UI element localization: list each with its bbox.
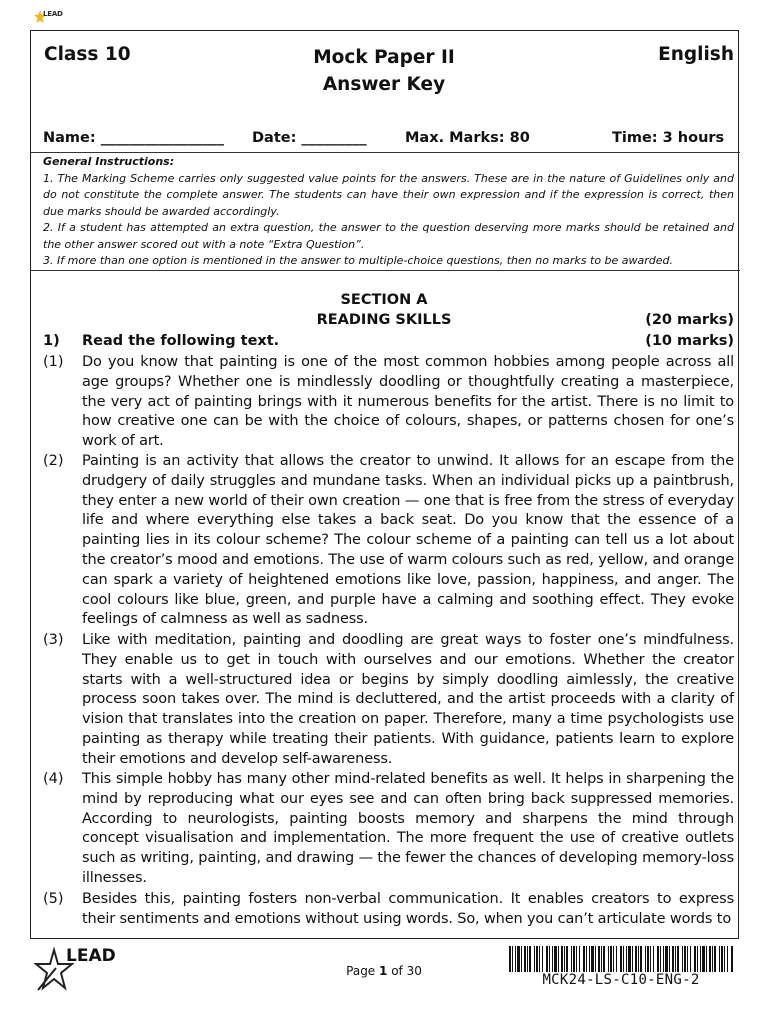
name-field: Name: _________________: [43, 130, 224, 146]
barcode-bar: [650, 946, 651, 972]
paper-title-line2: Answer Key: [322, 74, 446, 95]
barcode-bar: [573, 946, 575, 972]
barcode-bar: [706, 946, 707, 972]
barcode-bar: [719, 946, 720, 972]
barcode-bar: [731, 946, 733, 972]
barcode-bar: [677, 946, 679, 972]
barcode-bar: [682, 946, 683, 972]
general-instructions: [43, 154, 734, 270]
barcode-bar: [660, 946, 661, 972]
barcode-bar: [603, 946, 605, 972]
time-allowed: Time: 3 hours: [612, 130, 725, 146]
paragraph-text: Painting is an activity that allows the creator to unwind. It allows for an escape from the drudgery of daily struggles and mundane tasks. When an individual picks up a paintbrush, they enter a new world of their own creation — one that is free from the stress of everyday life and where everything else takes a back seat. Do you know that the essence of a painting lies in its colour scheme? The colour scheme of a painting can tell us a lot about the creator’s mood and emotions. The use of warm colours such as red, yellow, and orange can spark a variety of heightened emotions like love, passion, happiness, and anger. The cool colours like blue, green, and purple have a calming and soothing effect. They evoke feelings of calmness as well as sadness.: [82, 453, 734, 628]
barcode-bar: [724, 946, 725, 972]
paragraph-text: This simple hobby has many other mind-related benefits as well. It helps in sharpening the mind by reproducing what our eyes see and can often bring back suppressed memories. According to neurologists, painting boosts memory and sharpens the mind through concept visualisation and implementation. The more frequent the use of creative outlets such as writing, painting, and drawing — the fewer the chances of developing memory-loss illnesses.: [82, 771, 734, 886]
barcode-bar: [576, 946, 577, 972]
date-field: Date: _________: [252, 130, 367, 146]
barcode-bar: [638, 946, 639, 972]
barcode-bar: [712, 946, 713, 972]
barcode-bar: [727, 946, 728, 972]
barcode-bar: [702, 946, 705, 972]
paragraph-number: (3): [43, 632, 64, 648]
barcode-bar: [524, 946, 526, 972]
barcode-bar: [653, 946, 654, 972]
barcode-bar: [589, 946, 590, 972]
paper-title-line1: Mock Paper II: [313, 47, 455, 68]
barcode-bar: [709, 946, 711, 972]
barcode-bar: [579, 946, 580, 972]
barcode-bar: [554, 946, 557, 972]
barcode-bar: [571, 946, 572, 972]
barcode-bar: [647, 946, 649, 972]
barcode-bar: [669, 946, 670, 972]
barcode-bar: [616, 946, 617, 972]
barcode-bar: [684, 946, 686, 972]
barcode-bar: [512, 946, 513, 972]
barcode-bar: [623, 946, 624, 972]
question-prompt: Read the following text.: [82, 333, 280, 349]
barcode-bar: [509, 946, 511, 972]
subject-label: English: [658, 44, 734, 65]
barcode-bar: [521, 946, 522, 972]
barcode-bar: [672, 946, 674, 972]
barcode-bar: [517, 946, 520, 972]
barcode-bar: [628, 946, 631, 972]
barcode-bar: [690, 946, 691, 972]
max-marks: Max. Marks: 80: [405, 130, 530, 146]
barcode-bar: [663, 946, 664, 972]
paragraph-number: (5): [43, 891, 64, 907]
barcode-bar: [586, 946, 587, 972]
page-total: 30: [406, 964, 422, 978]
lead-logo-text: LEAD: [66, 946, 116, 966]
barcode-bar: [632, 946, 633, 972]
barcode-bar: [552, 946, 553, 972]
instructions-heading: General Instructions:: [43, 155, 175, 168]
page-current: 1: [379, 964, 388, 978]
document-code: MCK24-LS-C10-ENG-2: [542, 972, 700, 988]
section-title: SECTION A: [340, 292, 428, 308]
instruction-item: 2. If a student has attempted an extra question, the answer to the question deserving more marks should be retained and the other answer scored out with a note “Extra Question”.: [43, 221, 734, 251]
barcode-bar: [645, 946, 646, 972]
section-subtitle: READING SKILLS: [316, 312, 452, 328]
barcode-bar: [694, 946, 696, 972]
paragraph-text: Like with meditation, painting and doodling are great ways to foster one’s mindfulness. They enable us to get in touch with ourselves and our emotions. Whether the creator starts with a well-structured idea or begins by simply doodling aimlessly, the creative process soon takes over. The mind is decluttered, and the artist proceeds with a clarity of vision that translates into the creation on paper. Therefore, many a time psychologists use painting as therapy while treating their patients. With guidance, patients learn to explore their emotions and develop self-awareness.: [82, 632, 734, 767]
barcode-bar: [546, 946, 548, 972]
barcode-bar: [620, 946, 622, 972]
barcode-bar: [687, 946, 688, 972]
question-marks: (10 marks): [645, 333, 734, 349]
barcode-bar: [721, 946, 723, 972]
barcode-bar: [610, 946, 612, 972]
barcode-bar: [675, 946, 676, 972]
paper-title: [0, 44, 768, 98]
paragraph-number: (2): [43, 453, 64, 469]
barcode-bar: [626, 946, 627, 972]
barcode-bar: [595, 946, 596, 972]
barcode-bar: [564, 946, 565, 972]
barcode-bar: [529, 946, 531, 972]
divider: [30, 270, 740, 271]
barcode-bar: [657, 946, 659, 972]
barcode-bar: [527, 946, 528, 972]
paragraph-number: (1): [43, 354, 64, 370]
barcode-bar: [697, 946, 698, 972]
barcode-bar: [700, 946, 701, 972]
barcode-bar: [539, 946, 540, 972]
paragraph-text: Do you know that painting is one of the most common hobbies among people across all age groups? Whether one is mindlessly doodling or thoughtfully creating a masterpiece, the very act of painting brings with it numerous benefits for the artist. There is no limit to how creative one can be with the choice of colours, shapes, or patterns chosen for one’s work of art.: [82, 354, 734, 450]
barcode-bar: [561, 946, 563, 972]
barcode-bar: [542, 946, 543, 972]
barcode-bar: [640, 946, 642, 972]
page-prefix: Page: [346, 964, 380, 978]
instruction-item: 1. The Marking Scheme carries only suggested value points for the answers. These are in the nature of Guidelines only and do not constitute the complete answer. The students can have their own expression and if the expression is correct, then due marks should be awarded accordingly.: [43, 171, 734, 218]
barcode-bar: [613, 946, 614, 972]
barcode-bar: [549, 946, 550, 972]
class-label: Class 10: [44, 44, 131, 65]
lead-logo-text: LEAD: [43, 10, 63, 18]
paragraph-text: Besides this, painting fosters non-verbal communication. It enables creators to express their sentiments and emotions without using words. So, when you can’t articulate words to: [82, 891, 734, 927]
barcode-bar: [566, 946, 568, 972]
divider: [30, 152, 740, 153]
barcode-bar: [598, 946, 600, 972]
barcode-bar: [608, 946, 609, 972]
barcode-bar: [558, 946, 559, 972]
barcode-bar: [601, 946, 602, 972]
barcode-bar: [591, 946, 594, 972]
question-number: 1): [43, 333, 60, 349]
barcode-bar: [635, 946, 637, 972]
paragraph-number: (4): [43, 771, 64, 787]
barcode-bar: [534, 946, 535, 972]
barcode-bar: [583, 946, 585, 972]
barcode-bar: [536, 946, 538, 972]
barcode-bar: [515, 946, 516, 972]
barcode: [509, 946, 733, 972]
instruction-item: 3. If more than one option is mentioned in the answer to multiple-choice questions, then no marks to be awarded.: [43, 254, 674, 267]
section-marks: (20 marks): [645, 312, 734, 328]
lead-logo-small: [34, 10, 63, 26]
barcode-bar: [714, 946, 716, 972]
page-mid: of: [387, 964, 407, 978]
barcode-bar: [665, 946, 668, 972]
